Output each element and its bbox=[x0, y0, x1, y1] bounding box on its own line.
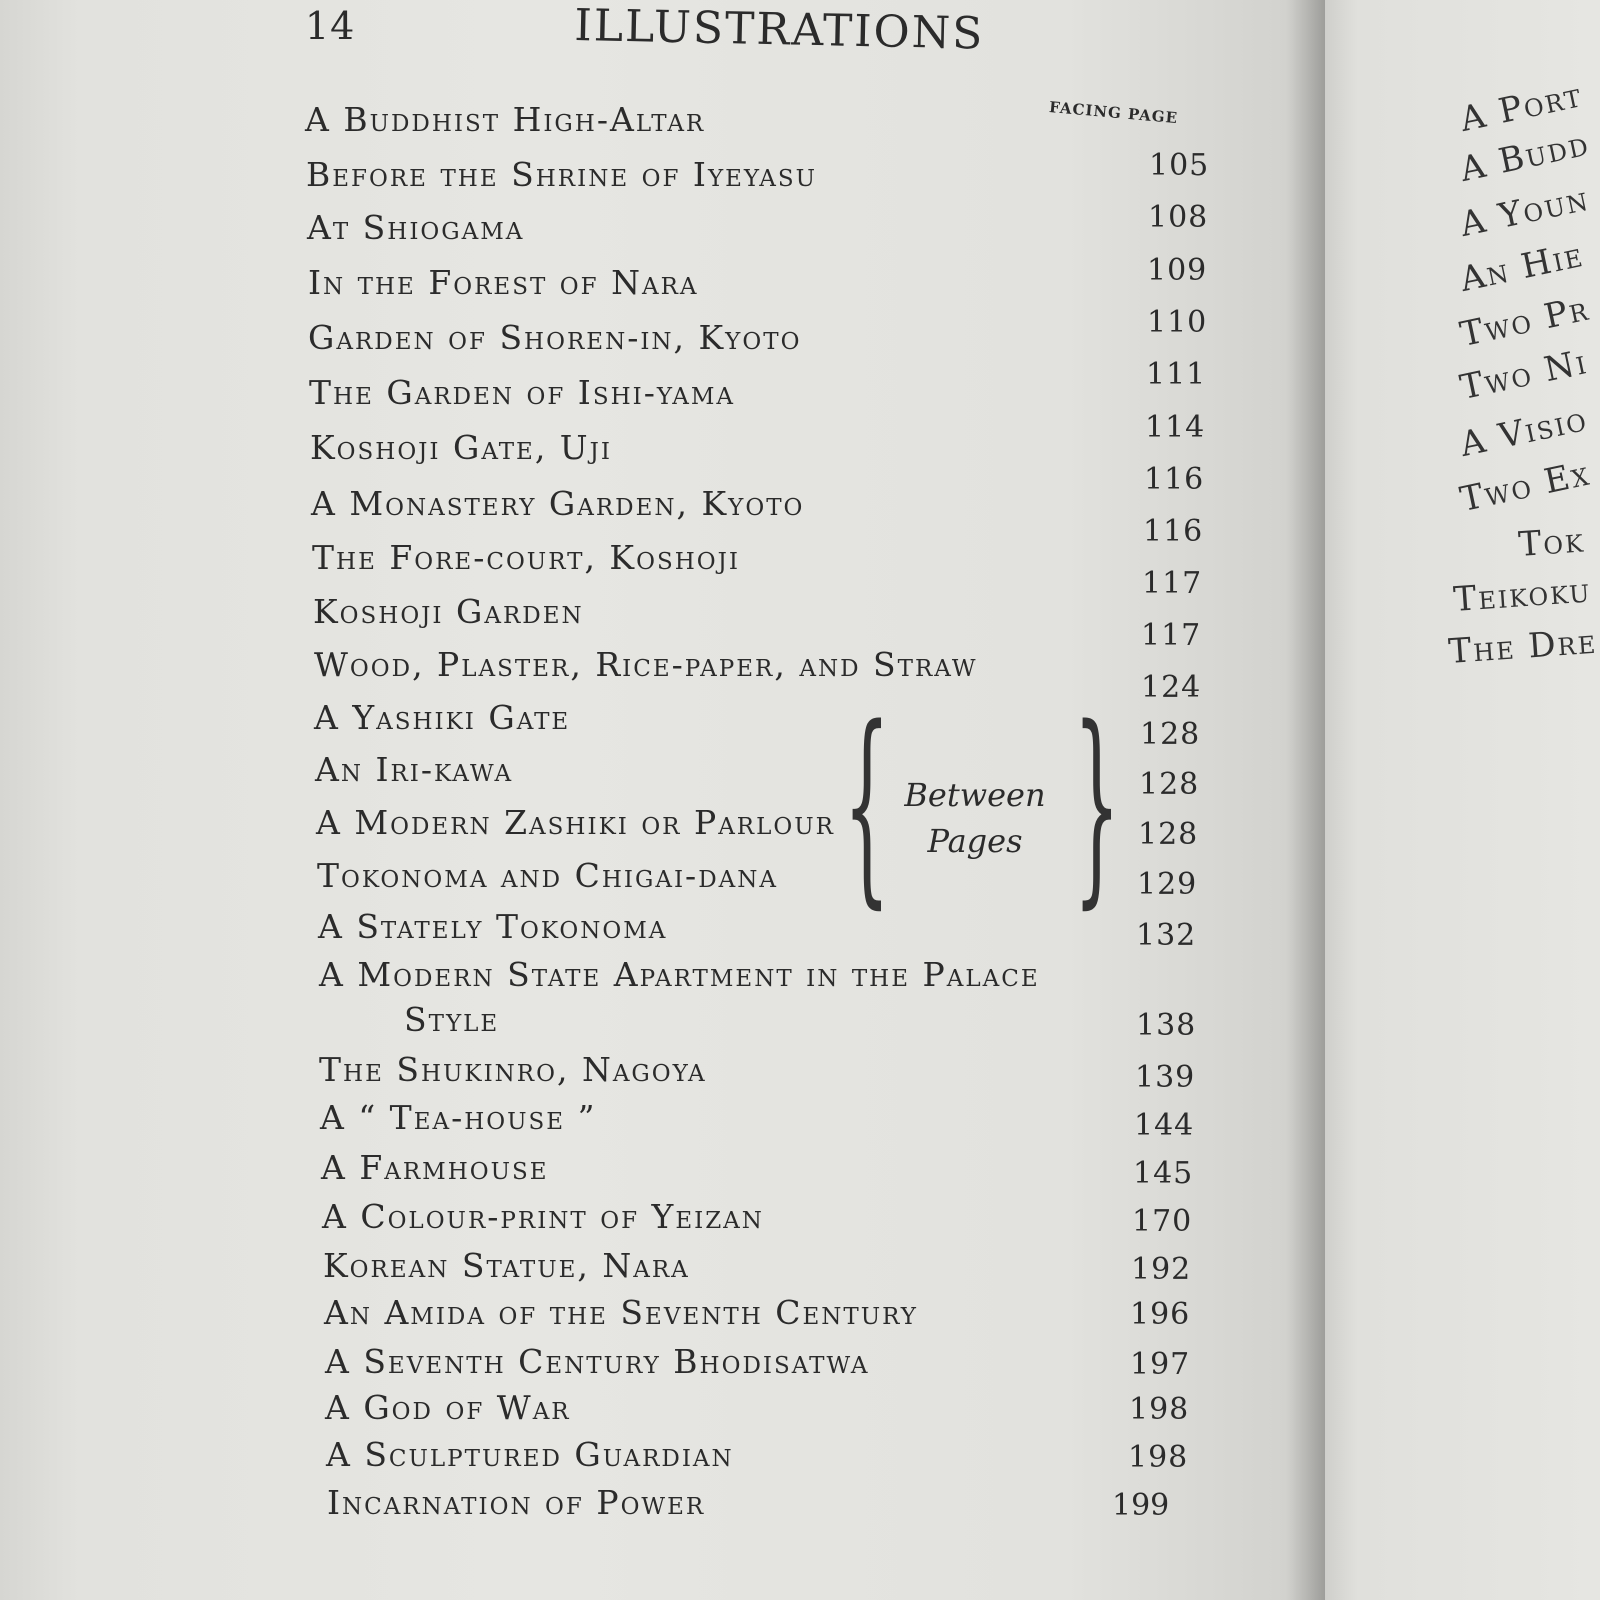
illustration-title: A Colour-print of Yeizan bbox=[322, 1197, 764, 1236]
illustration-page-number: 192 bbox=[1131, 1252, 1192, 1287]
illustration-title: A Modern Zashiki or Parlour bbox=[316, 803, 835, 842]
illustration-page-number: 124 bbox=[1141, 670, 1202, 705]
illustration-page-number: 128 bbox=[1138, 817, 1199, 852]
illustration-page-number: 197 bbox=[1130, 1347, 1191, 1382]
illustration-title: A Stately Tokonoma bbox=[318, 907, 668, 946]
right-page-entry-fragment: Teikoku bbox=[1452, 570, 1593, 620]
illustration-page-number: 144 bbox=[1134, 1108, 1195, 1143]
right-page-entry-fragment: Two Ni bbox=[1456, 342, 1592, 408]
illustration-title: Incarnation of Power bbox=[327, 1483, 706, 1522]
right-page bbox=[1325, 0, 1600, 1600]
illustration-title: At Shiogama bbox=[307, 208, 525, 247]
illustration-page-number: 109 bbox=[1147, 253, 1208, 288]
illustration-page-number: 170 bbox=[1132, 1204, 1193, 1239]
illustration-title: Wood, Plaster, Rice-paper, and Straw bbox=[314, 645, 978, 684]
illustration-page-number: 128 bbox=[1139, 767, 1200, 802]
book-gutter bbox=[1285, 0, 1325, 1600]
illustration-page-number: 116 bbox=[1143, 514, 1204, 549]
illustration-page-number: 117 bbox=[1142, 566, 1203, 601]
right-page-entry-fragment: A Visio bbox=[1456, 399, 1592, 465]
left-brace: { bbox=[843, 682, 891, 927]
illustration-title: A Monastery Garden, Kyoto bbox=[311, 484, 805, 523]
bracket-note bbox=[875, 772, 1075, 864]
right-page-entry-fragment: A Port bbox=[1456, 75, 1586, 140]
right-brace: } bbox=[1073, 682, 1121, 927]
illustration-page-number: 105 bbox=[1149, 148, 1210, 183]
illustration-title: Before the Shrine of Iyeyasu bbox=[306, 155, 818, 194]
right-page-entry-fragment: A Youn bbox=[1456, 178, 1593, 245]
illustration-title: An Amida of the Seventh Century bbox=[324, 1293, 918, 1332]
illustration-page-number: 116 bbox=[1144, 462, 1205, 497]
illustration-page-number: 108 bbox=[1148, 200, 1209, 235]
right-page-entry-fragment: A Budd bbox=[1456, 123, 1594, 190]
illustration-title: A Buddhist High-Altar bbox=[305, 100, 706, 139]
illustration-title: A Sculptured Guardian bbox=[326, 1435, 734, 1474]
illustration-title: An Iri-kawa bbox=[315, 750, 514, 789]
page-heading: ILLUSTRATIONS bbox=[573, 0, 985, 60]
illustration-title: Koshoji Garden bbox=[313, 592, 584, 631]
illustration-page-number: 198 bbox=[1128, 1440, 1189, 1475]
illustration-page-number: 139 bbox=[1135, 1060, 1196, 1095]
illustration-page-number: 128 bbox=[1140, 717, 1201, 752]
illustration-title: The Fore-court, Koshoji bbox=[312, 538, 740, 577]
illustration-title: A Seventh Century Bhodisatwa bbox=[325, 1342, 870, 1381]
illustration-title: The Shukinro, Nagoya bbox=[319, 1050, 707, 1089]
illustration-title: Koshoji Gate, Uji bbox=[310, 428, 612, 467]
illustration-title: In the Forest of Nara bbox=[308, 263, 699, 302]
illustration-page-number: 117 bbox=[1141, 618, 1202, 653]
right-page-entry-fragment: Two Pr bbox=[1456, 288, 1593, 355]
facing-page-label: FACING PAGE bbox=[1048, 98, 1179, 128]
illustration-title-continued: Style bbox=[404, 1000, 500, 1039]
right-page-entry-fragment: Two Ex bbox=[1456, 453, 1594, 520]
illustration-page-number: 138 bbox=[1136, 1008, 1197, 1043]
illustration-title: The Garden of Ishi-yama bbox=[309, 373, 736, 412]
illustration-title: A God of War bbox=[325, 1388, 571, 1427]
right-page-entry-fragment: Tok bbox=[1517, 520, 1587, 565]
illustration-title: Korean Statue, Nara bbox=[323, 1246, 690, 1285]
bracket-note-line1: Between bbox=[904, 776, 1046, 814]
illustration-page-number: 145 bbox=[1133, 1156, 1194, 1191]
illustration-title: A Modern State Apartment in the Palace bbox=[319, 955, 1040, 994]
illustration-title: A “ Tea-house ” bbox=[320, 1098, 597, 1137]
page-number: 14 bbox=[305, 4, 356, 48]
right-page-entry-fragment: An Hie bbox=[1456, 234, 1588, 300]
bracket-note-line2: Pages bbox=[927, 822, 1023, 860]
illustration-page-number: 198 bbox=[1129, 1392, 1190, 1427]
illustration-page-number: 111 bbox=[1146, 357, 1207, 392]
illustration-title: Garden of Shoren-in, Kyoto bbox=[308, 318, 802, 357]
illustration-page-number: 114 bbox=[1145, 410, 1206, 445]
illustration-page-number: 196 bbox=[1130, 1297, 1191, 1332]
illustration-title: A Yashiki Gate bbox=[314, 698, 571, 737]
illustration-page-number: 199 bbox=[1112, 1488, 1170, 1523]
illustration-page-number: 110 bbox=[1147, 305, 1208, 340]
illustration-title: Tokonoma and Chigai-dana bbox=[317, 856, 778, 895]
illustration-title: A Farmhouse bbox=[321, 1148, 549, 1187]
right-page-entry-fragment: The Dre bbox=[1447, 621, 1599, 672]
illustration-page-number: 129 bbox=[1137, 867, 1198, 902]
illustration-page-number: 132 bbox=[1136, 918, 1197, 953]
